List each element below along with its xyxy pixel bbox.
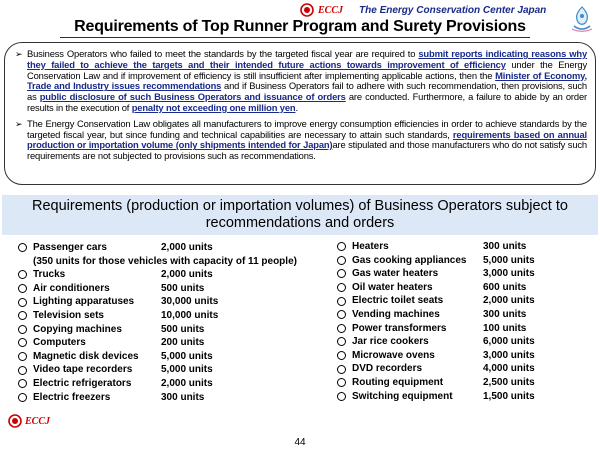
circle-bullet-icon [18,379,27,388]
note-segment: and if Business Operators fail to adhere with such recommendation, then provisions, such as [27,80,587,103]
list-item [18,241,318,255]
product-name: Jar rice cookers [352,336,429,348]
product-name: Electric toilet seats [352,295,444,307]
product-name: Computers [33,337,86,349]
list-item [337,294,597,308]
circle-bullet-icon [18,352,27,361]
product-list-left [18,241,318,404]
note-segment: under the Energy Conservation Law and if improvement of efficiency is still insufficient after implementing applicable actions, then the [27,58,587,81]
circle-bullet-icon [337,324,346,333]
notes-box [4,42,596,185]
product-quantity: 100 units [483,322,527,334]
product-quantity: 300 units [483,308,527,320]
product-name: Switching equipment [352,390,453,402]
list-item [18,295,318,309]
note-item [15,119,587,162]
circle-bullet-icon [337,337,346,346]
note-text [27,49,587,114]
product-quantity: 500 units [161,282,205,294]
product-name: Vending machines [352,308,440,320]
list-item [18,391,318,405]
list-item [18,268,318,282]
note-item [15,49,587,114]
header-org [300,3,546,17]
emphasis-text: penalty not exceeding one million yen [131,101,296,113]
circle-bullet-icon [18,325,27,334]
list-item [18,336,318,350]
note-segment: The Energy Conservation Law obligates all manufacturers to improve energy consumption efficiencies in order to achieve standards by the targeted fiscal year, but since funding and technical capabilities are necessary to attain such standards, [27,117,587,140]
circle-bullet-icon [18,393,27,402]
circle-bullet-icon [337,297,346,306]
product-quantity: 600 units [483,281,527,293]
list-item [18,282,318,296]
list-item [18,377,318,391]
product-quantity: 300 units [161,391,205,403]
product-quantity: 2,000 units [161,242,213,253]
product-name: Passenger cars [33,242,107,253]
requirements-heading-line1: Requirements (production or importation volumes) of Business Operators subject to [32,198,568,214]
note-segment: are stipulated and those manufacturers who do not satisfy such requirements are not subjected to provisions such as recommendations. [27,139,587,162]
circle-bullet-icon [18,284,27,293]
product-name: Oil water heaters [352,281,433,293]
product-quantity: 500 units [161,323,205,335]
list-item [18,309,318,323]
note-segment: are conducted. Furthermore, a failure to abide by an order results in the execution of [27,91,587,113]
list-item [337,390,597,404]
product-name: Video tape recorders [33,364,133,376]
product-quantity: 5,000 units [161,350,213,362]
product-name: Routing equipment [352,376,444,388]
circle-bullet-icon [18,311,27,320]
product-quantity: 2,000 units [483,295,535,307]
note-segment: Business Operators who failed to meet the standards by the targeted fiscal year are required to [27,48,419,59]
circle-bullet-icon [337,283,346,292]
product-quantity: 30,000 units [161,296,219,308]
footer-org-abbrev: ECCJ [25,415,51,427]
list-item [18,323,318,337]
eccj-logo-icon [300,3,314,17]
page-number: 44 [294,437,306,448]
product-quantity: 3,000 units [483,349,535,361]
circle-bullet-icon [337,269,346,278]
product-quantity: 2,000 units [161,377,213,389]
circle-bullet-icon [337,256,346,265]
product-quantity: 5,000 units [161,364,213,376]
list-item [337,349,597,363]
product-quantity: 5,000 units [483,254,535,266]
product-name: Television sets [33,309,104,321]
product-name: Microwave ovens [352,349,435,361]
circle-bullet-icon [337,310,346,319]
product-name: Electric refrigerators [33,377,132,389]
product-name: Magnetic disk devices [33,350,139,362]
product-quantity: 200 units [161,337,205,349]
product-name: Gas cooking appliances [352,254,467,266]
list-item [337,267,597,281]
product-quantity: 300 units [483,241,527,252]
circle-bullet-icon [337,351,346,360]
emphasis-text: public disclosure of such Business Operators and issuance of orders [39,91,346,103]
requirements-heading-line2: recommendations and orders [205,215,395,231]
list-item [18,350,318,364]
emphasis-text: Minister of Economy, Trade and Industry issues recommendations [27,69,587,92]
product-quantity: 6,000 units [483,336,535,348]
product-quantity: 2,000 units [161,269,213,281]
list-item [337,335,597,349]
requirements-heading [2,193,598,235]
list-item [337,308,597,322]
circle-bullet-icon [337,242,346,251]
product-name: Electric freezers [33,391,111,403]
arrow-bullet-icon: ➢ [15,118,23,129]
circle-bullet-icon [18,243,27,252]
note-segment: . [295,101,298,113]
product-list-right [337,240,597,403]
circle-bullet-icon [18,298,27,307]
product-name: Power transformers [352,322,447,334]
circle-bullet-icon [337,378,346,387]
list-note: (350 units for those vehicles with capacity of 11 people) [33,255,297,267]
product-name: Heaters [352,241,389,252]
list-item [337,362,597,376]
page-title: Requirements of Top Runner Program and Surety Provisions [74,18,526,35]
product-quantity: 4,000 units [483,363,535,375]
product-quantity: 1,500 units [483,390,535,402]
product-quantity: 3,000 units [483,268,535,280]
eccj-logo-icon [8,414,22,428]
emphasis-text: requirements based on annual production or importation volume (only shipments intended for Japan) [27,128,587,151]
circle-bullet-icon [337,365,346,374]
product-name: Lighting apparatuses [33,296,135,308]
circle-bullet-icon [18,270,27,279]
emphasis-text: submit reports indicating reasons why they failed to achieve the targets and their intended future actions towards improvement of efficiency [27,48,588,70]
list-item [337,322,597,336]
product-name: Gas water heaters [352,268,439,280]
product-name: DVD recorders [352,363,423,375]
circle-bullet-icon [18,338,27,347]
list-item [18,363,318,377]
product-name: Air conditioners [33,282,110,294]
header-org-abbrev: ECCJ [318,4,344,16]
header-org-name: The Energy Conservation Center Japan [359,4,547,16]
product-name: Trucks [33,269,66,281]
circle-bullet-icon [337,392,346,401]
list-item [337,254,597,268]
list-item [337,240,597,254]
list-item [337,281,597,295]
product-name: Copying machines [33,323,122,335]
title-divider [60,37,530,38]
product-quantity: 2,500 units [483,376,535,388]
arrow-bullet-icon: ➢ [15,49,23,59]
circle-bullet-icon [18,366,27,375]
list-item [337,376,597,390]
product-quantity: 10,000 units [161,309,219,321]
note-text [27,119,587,162]
footer-org [8,414,50,428]
